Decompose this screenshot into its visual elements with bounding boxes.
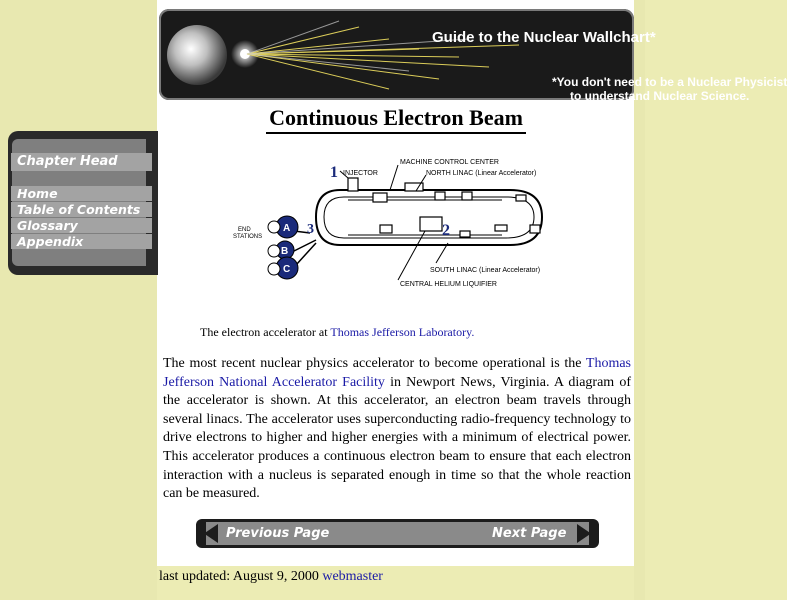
caption-link-jefferson-lab[interactable]: Thomas Jefferson Laboratory. xyxy=(330,325,475,339)
nav-item-glossary[interactable]: Glossary xyxy=(11,218,152,233)
body-text-part2: in Newport News, Virginia. A diagram of the accelerator is shown. At this accelerator, an electron beam travels through several linacs. The accelerator uses superconducting radio-frequency technology to drive electrons to higher and higher energies with a minimum of electrical power. This accelerator produces a continuous electron beam to ensure that each electron interaction with a nucleus is separated enough in time so that the whole reaction can be measured. xyxy=(163,374,631,502)
label-end: END xyxy=(238,227,251,233)
footer-webmaster-link[interactable]: webmaster xyxy=(322,569,383,584)
caption-text: The electron accelerator at xyxy=(200,325,331,339)
hall-c-label: C xyxy=(283,264,291,275)
diagram-number-1: 1 xyxy=(330,164,338,181)
hall-a-label: A xyxy=(283,223,291,234)
label-injector: INJECTOR xyxy=(343,170,378,177)
nav-item-appendix[interactable]: Appendix xyxy=(11,234,152,249)
label-machine-control-center: MACHINE CONTROL CENTER xyxy=(400,159,499,166)
body-text-part1: The most recent nuclear physics accelerator to become operational is the xyxy=(163,356,586,371)
body-link-jefferson-facility[interactable]: Thomas Jefferson National Accelerator Facility xyxy=(163,356,631,390)
nav-item-table-of-contents[interactable]: Table of Contents xyxy=(11,202,152,217)
page-navigation-bar xyxy=(196,519,599,548)
label-central-helium-liquifier: CENTRAL HELIUM LIQUIFIER xyxy=(400,281,497,288)
footer xyxy=(159,569,383,585)
hall-b-label: B xyxy=(281,246,289,257)
banner-subtitle-line1: *You don't need to be a Nuclear Physicist xyxy=(552,75,787,89)
accelerator-diagram xyxy=(230,155,560,295)
label-south-linac: SOUTH LINAC (Linear Accelerator) xyxy=(430,267,541,274)
site-banner xyxy=(159,9,787,103)
banner-subtitle-line2: to understand Nuclear Science. xyxy=(570,89,750,103)
previous-page-button[interactable]: Previous Page xyxy=(226,526,330,541)
next-page-button[interactable]: Next Page xyxy=(492,526,567,541)
left-arrow-icon xyxy=(204,524,220,543)
label-stations: STATIONS xyxy=(233,234,263,240)
nav-chapter-head[interactable]: Chapter Head xyxy=(11,153,152,171)
diagram-caption xyxy=(200,325,474,340)
body-paragraph xyxy=(163,355,631,504)
right-arrow-icon xyxy=(575,524,591,543)
page-title-text: Continuous Electron Beam xyxy=(266,105,526,134)
label-north-linac: NORTH LINAC (Linear Accelerator) xyxy=(426,170,537,177)
nav-item-home[interactable]: Home xyxy=(11,186,152,201)
diagram-number-3: 3 xyxy=(307,222,314,237)
page-title xyxy=(158,105,634,134)
footer-last-updated: last updated: August 9, 2000 xyxy=(159,569,323,584)
diagram-number-2: 2 xyxy=(442,222,450,239)
left-column xyxy=(0,0,157,600)
banner-title: Guide to the Nuclear Wallchart* xyxy=(432,29,656,46)
